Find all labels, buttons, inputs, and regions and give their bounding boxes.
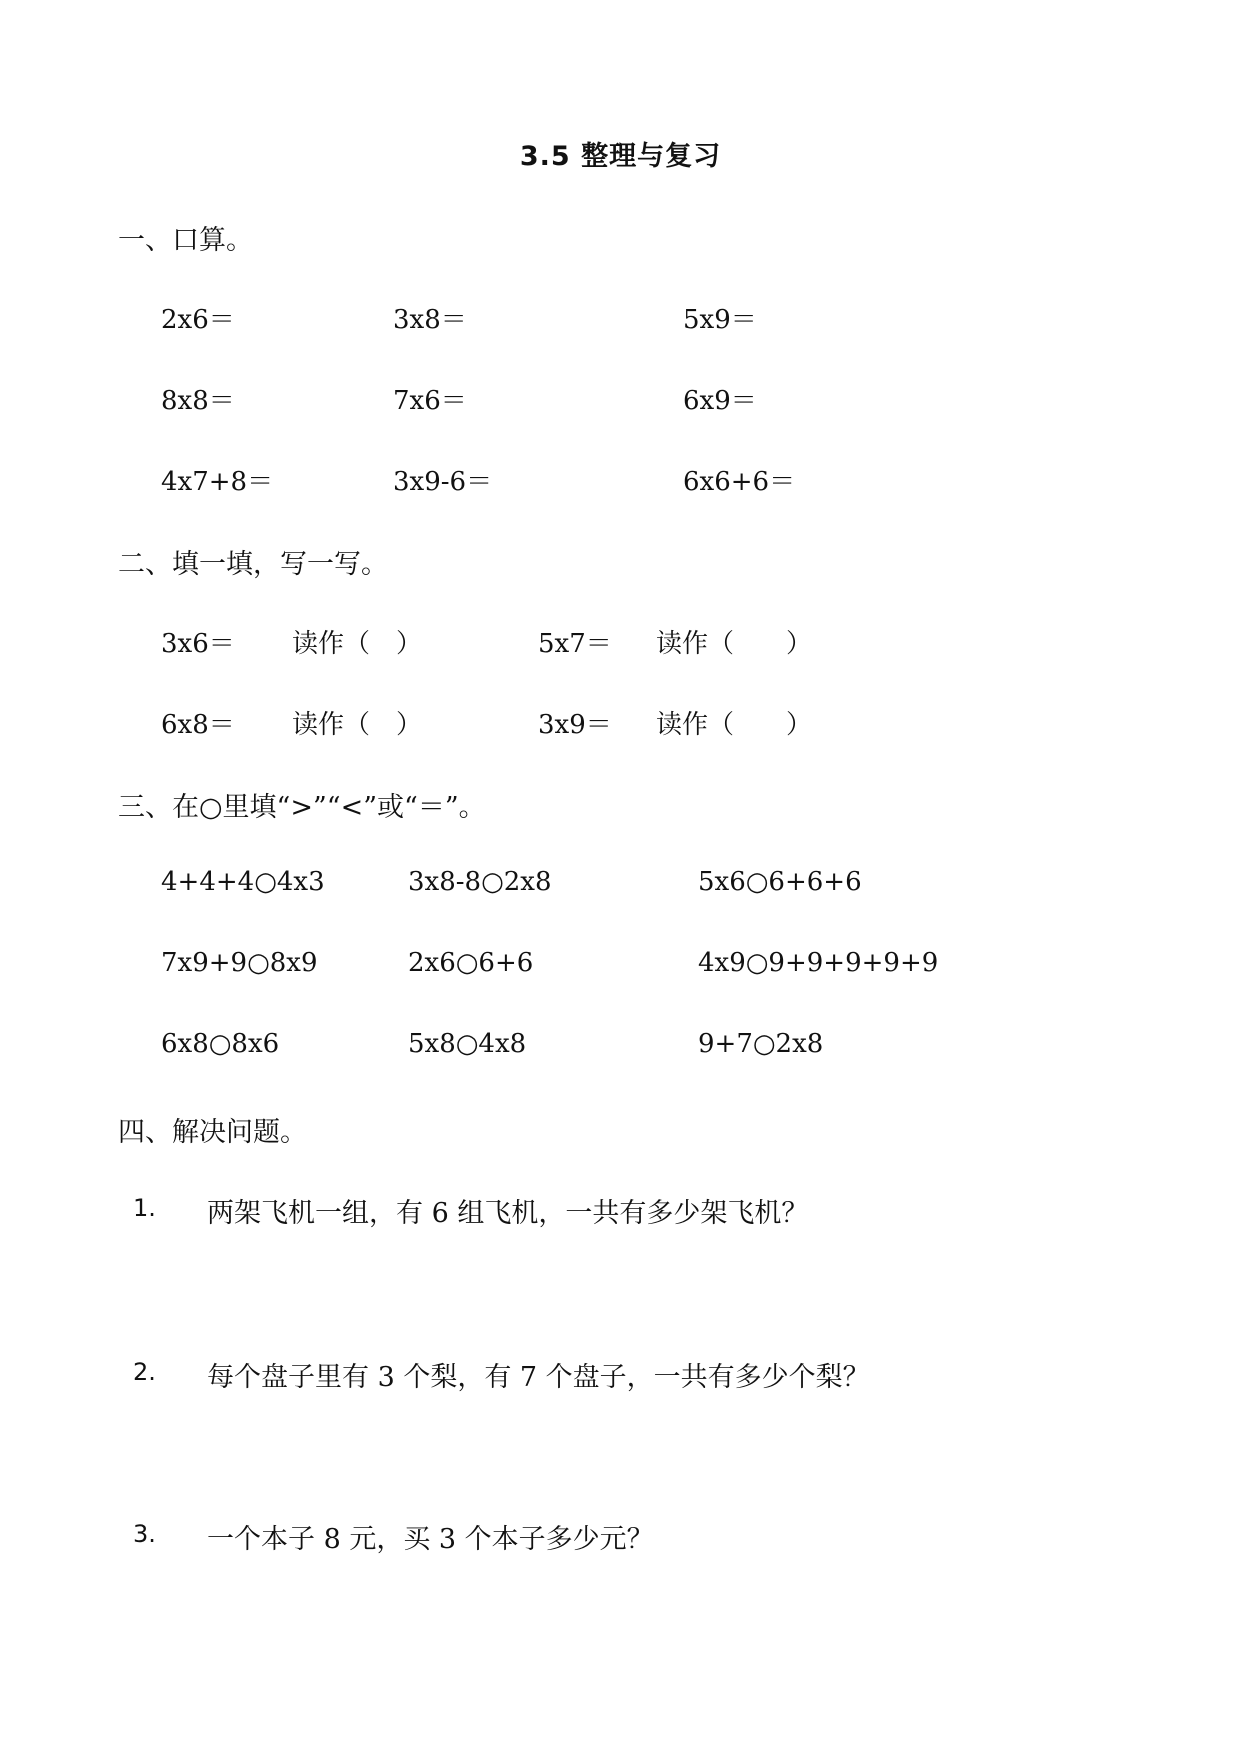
compare-item: 7x9+9○8x9: [161, 948, 318, 978]
mental-math-item: 8x8＝: [161, 386, 235, 416]
compare-item: 9+7○2x8: [698, 1029, 824, 1059]
page-title: 3.5 整理与复习: [519, 141, 722, 172]
compare-item: 2x6○6+6: [408, 948, 534, 978]
compare-item: 4+4+4○4x3: [161, 867, 325, 897]
fill-expression: 3x6＝: [161, 629, 235, 659]
mental-math-item: 6x6+6＝: [683, 467, 796, 497]
compare-item: 3x8-8○2x8: [408, 867, 552, 897]
mental-math-item: 3x9-6＝: [393, 467, 493, 497]
mental-math-item: 6x9＝: [683, 386, 757, 416]
problem-number: 2.: [133, 1358, 156, 1386]
mental-math-item: 3x8＝: [393, 305, 467, 335]
read-as-blank: 读作（ ）: [656, 710, 813, 740]
compare-item: 5x6○6+6+6: [698, 867, 862, 897]
problem-text: 每个盘子里有 3 个梨，有 7 个盘子，一共有多少个梨？: [207, 1362, 870, 1393]
read-as-blank: 读作（ ）: [292, 710, 423, 740]
fill-expression: 3x9＝: [538, 710, 612, 740]
problem-number: 3.: [133, 1520, 156, 1548]
mental-math-item: 7x6＝: [393, 386, 467, 416]
fill-expression: 5x7＝: [538, 629, 612, 659]
problem-text: 一个本子 8 元，买 3 个本子多少元？: [207, 1524, 654, 1555]
compare-item: 4x9○9+9+9+9+9: [698, 948, 939, 978]
compare-item: 5x8○4x8: [408, 1029, 527, 1059]
section-3-heading: 三、在○里填“>”“<”或“＝”。: [118, 792, 486, 823]
mental-math-item: 4x7+8＝: [161, 467, 274, 497]
section-4-heading: 四、解决问题。: [118, 1117, 307, 1148]
section-2-heading: 二、填一填，写一写。: [118, 549, 388, 580]
compare-item: 6x8○8x6: [161, 1029, 280, 1059]
problem-number: 1.: [133, 1194, 156, 1222]
read-as-blank: 读作（ ）: [292, 629, 423, 659]
section-1-heading: 一、口算。: [118, 225, 253, 256]
mental-math-item: 2x6＝: [161, 305, 235, 335]
problem-text: 两架飞机一组，有 6 组飞机，一共有多少架飞机？: [207, 1198, 809, 1229]
mental-math-item: 5x9＝: [683, 305, 757, 335]
fill-expression: 6x8＝: [161, 710, 235, 740]
read-as-blank: 读作（ ）: [656, 629, 813, 659]
